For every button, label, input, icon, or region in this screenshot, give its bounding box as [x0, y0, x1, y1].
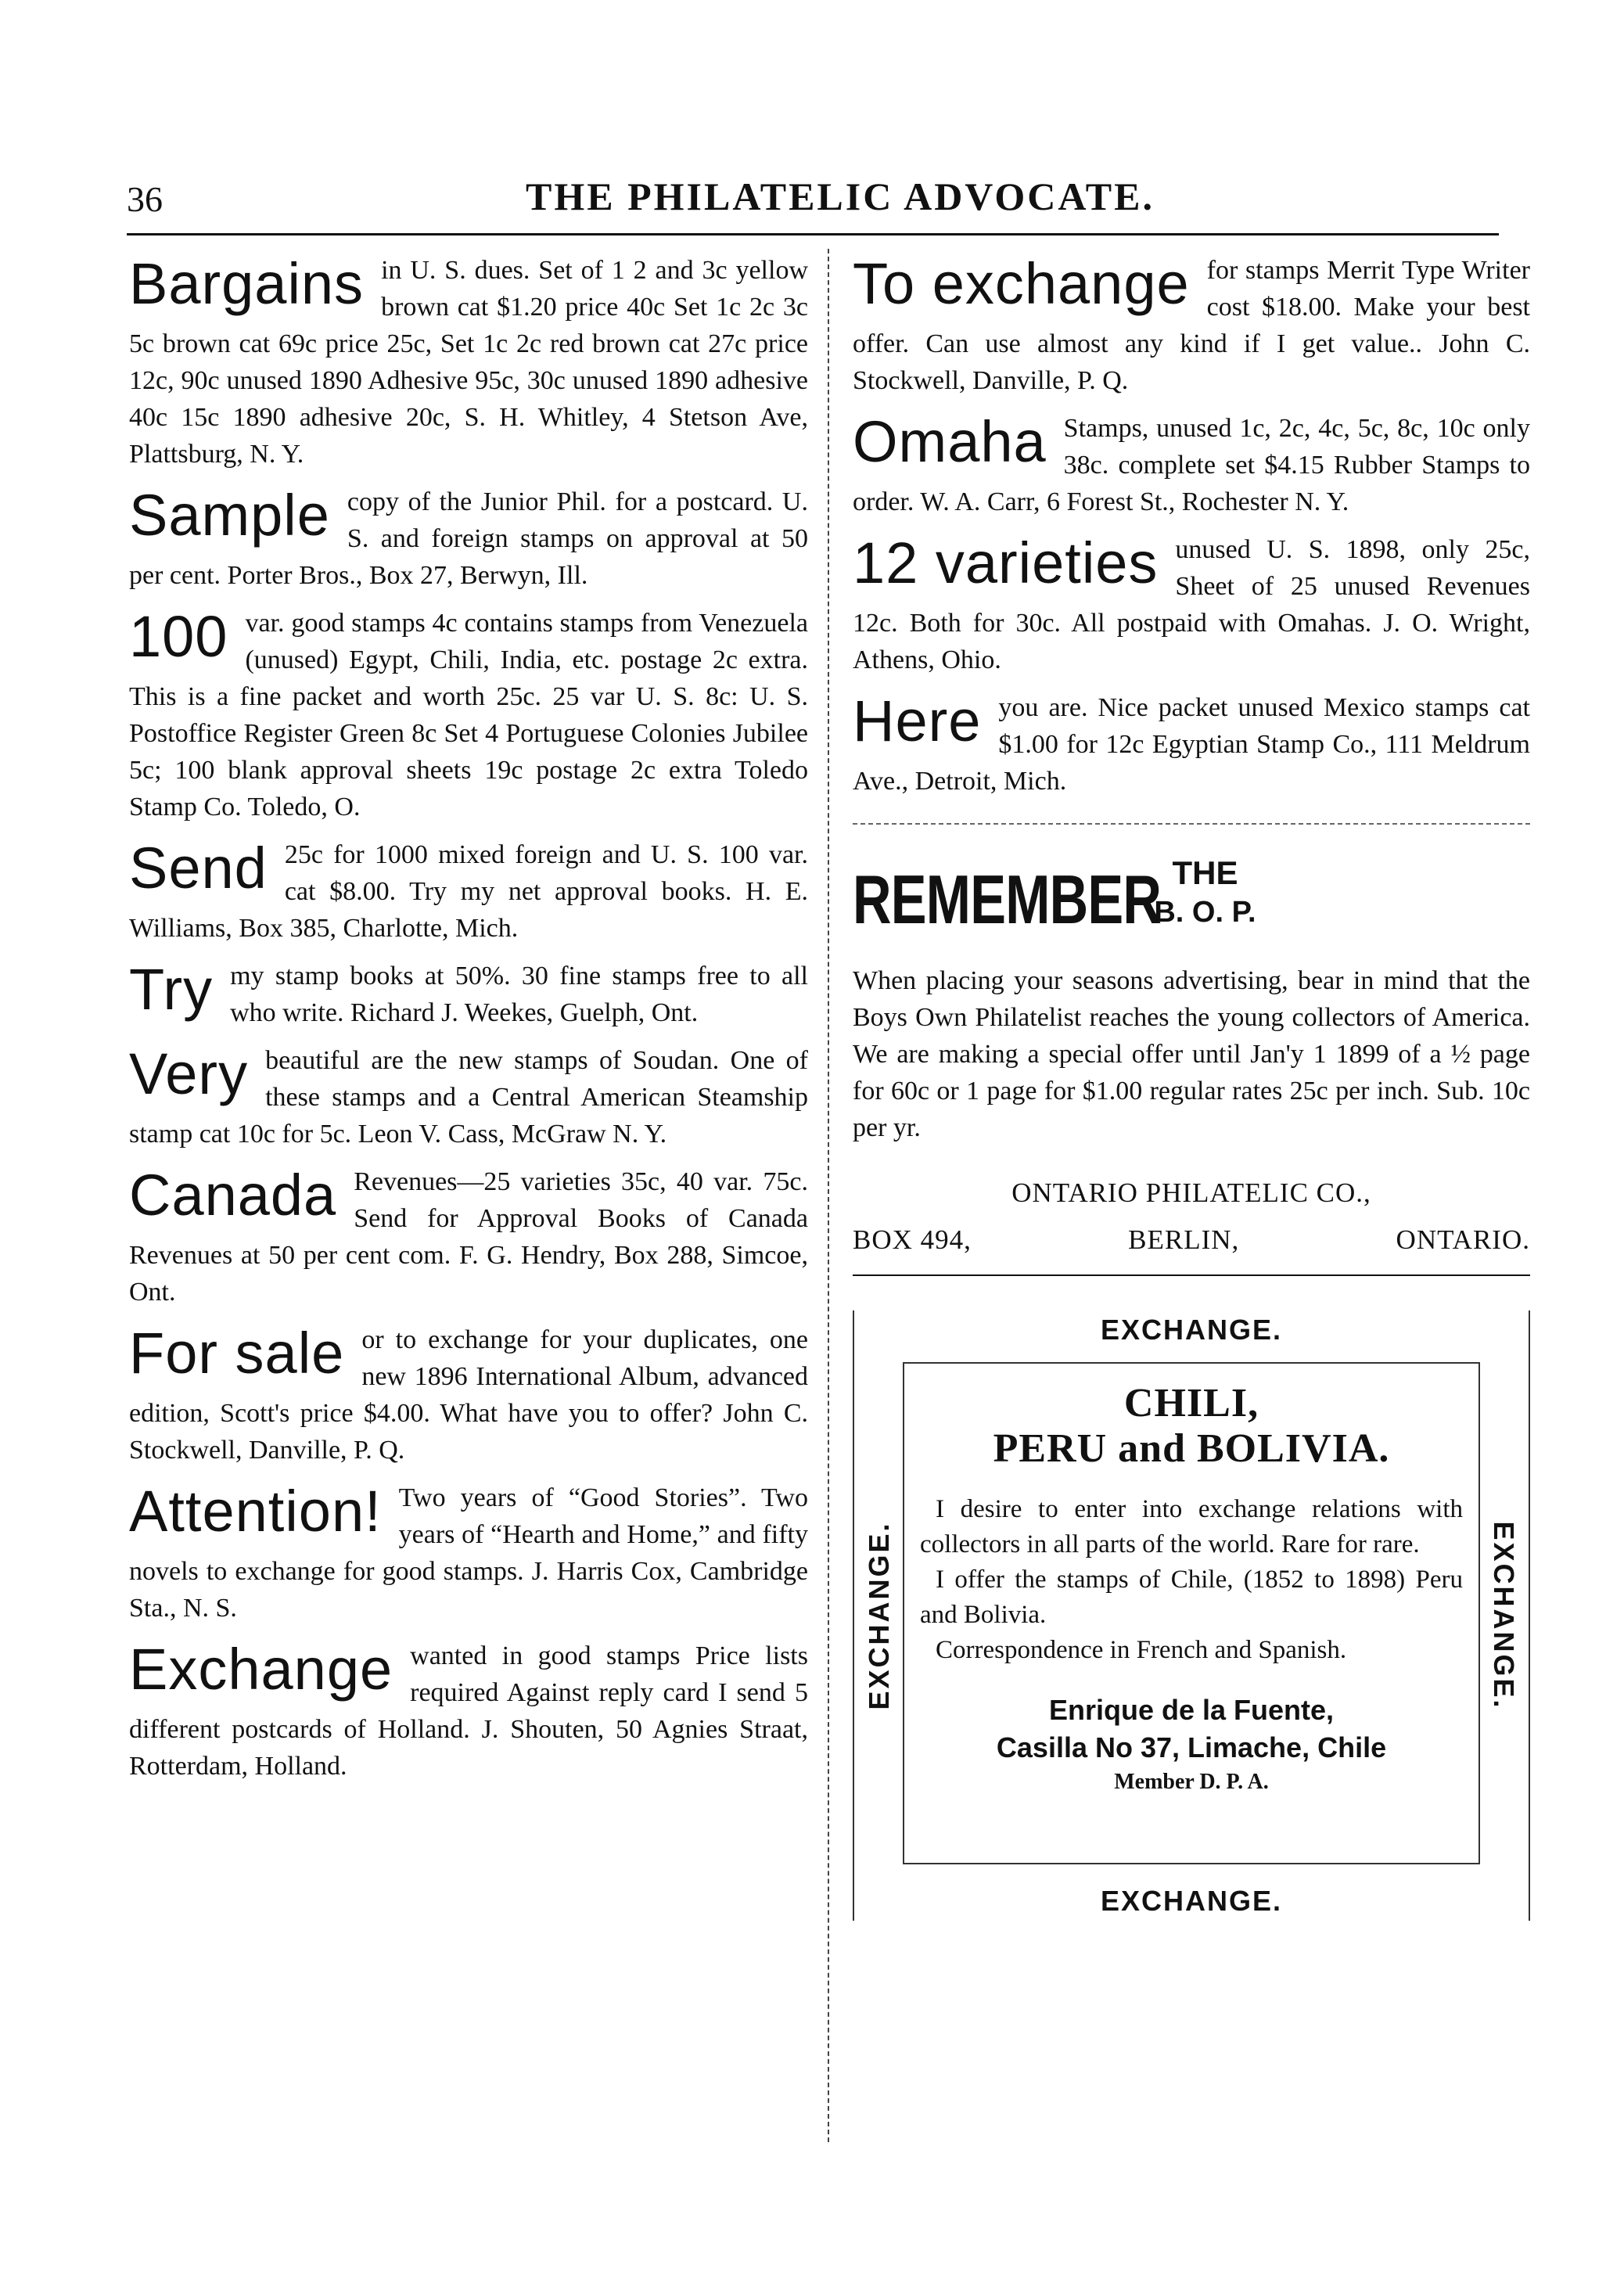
ad-text: Two years of “Good Stories”. Two years of “Hearth and Home,” and fifty novels to exchange for good stamps. J. Harris Cox, Cambridge Sta., N. S. — [129, 1483, 808, 1623]
exchange-title — [920, 1381, 1463, 1472]
header-rule — [127, 233, 1499, 235]
company-name: ONTARIO PHILATELIC CO., — [1011, 1177, 1371, 1208]
address-province: ONTARIO. — [1396, 1224, 1530, 1255]
exchange-paragraph: I desire to enter into exchange relations with collectors in all parts of the world. Rare for rare. — [920, 1495, 1463, 1558]
ad-text: 25c for 1000 mixed foreign and U. S. 100 var. cat $8.00. Try my net approval books. H. E. Williams, Box 385, Charlotte, Mich. — [129, 840, 808, 943]
exchange-address: Casilla No 37, Limache, Chile — [996, 1731, 1387, 1763]
bop-initials: B. O. P. — [1154, 896, 1256, 929]
running-title: THE PHILATELIC ADVOCATE. — [526, 174, 1155, 218]
ad-heading: Very — [129, 1041, 249, 1106]
exchange-label-left: EXCHANGE. — [863, 1521, 895, 1710]
ad-heading: Exchange — [129, 1637, 393, 1702]
classified-ad — [129, 958, 808, 1031]
exchange-signature — [920, 1691, 1463, 1798]
ad-text: unused U. S. 1898, only 25c, Sheet of 25 unused Revenues 12c. Both for 30c. All postpaid with Omahas. J. O. Wright, Athens, Ohio. — [853, 535, 1530, 674]
classified-ad — [129, 484, 808, 594]
ad-text: in U. S. dues. Set of 1 2 and 3c yellow brown cat $1.20 price 40c Set 1c 2c 3c 5c brown cat 69c price 25c, Set 1c 2c red brown cat 27c price 12c, 90c unused 1890 Adhesive 95c, 30c unused 1890 adhesive 40c 15c 1890 adhesive 20c, S. H. Whitley, 4 Stetson Ave, Plattsburg, N. Y. — [129, 256, 808, 469]
address-box: BOX 494, — [853, 1224, 972, 1255]
classified-ad — [129, 1637, 808, 1785]
ad-heading: Here — [853, 688, 982, 753]
bop-badge — [1154, 854, 1256, 934]
exchange-body — [920, 1492, 1463, 1668]
ad-text: Revenues—25 varieties 35c, 40 var. 75c. Send for Approval Books of Canada Revenues at 50 per cent com. F. G. Hendry, Box 288, Simcoe, Ont. — [129, 1167, 808, 1307]
remember-heading — [853, 854, 1530, 938]
exchange-inner-box — [903, 1362, 1480, 1864]
ad-text: my stamp books at 50%. 30 fine stamps free to all who write. Richard J. Weekes, Guelph, Ont. — [230, 962, 808, 1027]
remember-title: REMEMBER — [853, 861, 1162, 938]
left-column — [129, 252, 808, 1796]
bop-the: THE — [1172, 854, 1238, 891]
ad-text: beautiful are the new stamps of Soudan. One of these stamps and a Central American Steamship stamp cat 10c for 5c. Leon V. Cass, McGraw N. Y. — [129, 1046, 808, 1149]
ad-text: or to exchange for your duplicates, one new 1896 International Album, advanced edition, Scott's price $4.00. What have you to offer? John C. Stockwell, Danville, P. Q. — [129, 1325, 808, 1465]
section-rule — [853, 1274, 1530, 1276]
classified-ad — [129, 1479, 808, 1627]
exchange-box — [853, 1310, 1530, 1921]
ad-heading: 12 varieties — [853, 530, 1159, 595]
ad-heading: Send — [129, 836, 268, 901]
right-column — [853, 252, 1530, 1921]
ad-text: wanted in good stamps Price lists required Against reply card I send 5 different postcards of Holland. J. Shouten, 50 Agnies Straat, Rotterdam, Holland. — [129, 1641, 808, 1781]
ad-text: you are. Nice packet unused Mexico stamps cat $1.00 for 12c Egyptian Stamp Co., 111 Meldrum Ave., Detroit, Mich. — [853, 693, 1530, 796]
ad-text: for stamps Merrit Type Writer cost $18.00. Make your best offer. Can use almost any kind if I get value.. John C. Stockwell, Danville, P. Q. — [853, 256, 1530, 395]
ad-heading: For sale — [129, 1321, 345, 1386]
ad-heading: Canada — [129, 1163, 337, 1228]
ad-heading: 100 — [129, 604, 228, 669]
classified-ad — [853, 252, 1530, 399]
ad-text: var. good stamps 4c contains stamps from Venezuela (unused) Egypt, Chili, India, etc. postage 2c extra. This is a fine packet and worth 25c. 25 var U. S. 8c: U. S. Postoffice Register Green 8c Set 4 Portuguese Colonies Jubilee 5c; 100 blank approval sheets 19c postage 2c extra Toledo Stamp Co. Toledo, O. — [129, 609, 808, 821]
exchange-name: Enrique de la Fuente, — [1048, 1694, 1335, 1726]
exchange-title-line2: PERU and BOLIVIA. — [993, 1426, 1390, 1471]
exchange-paragraph: Correspondence in French and Spanish. — [936, 1636, 1347, 1664]
classified-ad — [853, 410, 1530, 520]
classified-ad — [129, 836, 808, 947]
classified-ad — [129, 1163, 808, 1310]
ad-heading: Bargains — [129, 251, 365, 316]
exchange-label-top: EXCHANGE. — [1100, 1314, 1283, 1346]
exchange-member: Member D. P. A. — [1114, 1770, 1269, 1794]
exchange-title-line1: CHILI, — [1123, 1381, 1259, 1425]
remember-body: When placing your seasons advertising, bear in mind that the Boys Own Philatelist reaches the young collectors of America. We are making a special offer until Jan'y 1 1899 of a ½ page for 60c or 1 page for $1.00 regular rates 25c per inch. Sub. 10c per yr. — [853, 966, 1530, 1142]
classified-ad — [129, 252, 808, 473]
company-address — [853, 1224, 1530, 1256]
classified-ad — [129, 1321, 808, 1469]
exchange-label-bottom: EXCHANGE. — [1100, 1885, 1283, 1917]
classified-ad — [853, 531, 1530, 678]
ad-heading: To exchange — [853, 251, 1190, 316]
remember-bop-ad — [853, 823, 1530, 1276]
ad-heading: Try — [129, 957, 214, 1022]
ad-heading: Sample — [129, 483, 330, 548]
classified-ad — [129, 1042, 808, 1152]
classified-ad — [129, 605, 808, 825]
page-number: 36 — [127, 179, 163, 219]
exchange-label-right: EXCHANGE. — [1488, 1521, 1520, 1710]
ad-text: copy of the Junior Phil. for a postcard. U. S. and foreign stamps on approval at 50 per cent. Porter Bros., Box 27, Berwyn, Ill. — [129, 487, 808, 590]
classified-ad — [853, 689, 1530, 800]
ad-heading: Attention! — [129, 1479, 382, 1544]
exchange-paragraph: I offer the stamps of Chile, (1852 to 1898) Peru and Bolivia. — [920, 1566, 1463, 1629]
column-divider — [828, 249, 829, 2142]
ad-text: Stamps, unused 1c, 2c, 4c, 5c, 8c, 10c only 38c. complete set $4.15 Rubber Stamps to order. W. A. Carr, 6 Forest St., Rochester N. Y. — [853, 414, 1530, 516]
ad-heading: Omaha — [853, 409, 1047, 474]
address-city: BERLIN, — [1128, 1224, 1240, 1255]
